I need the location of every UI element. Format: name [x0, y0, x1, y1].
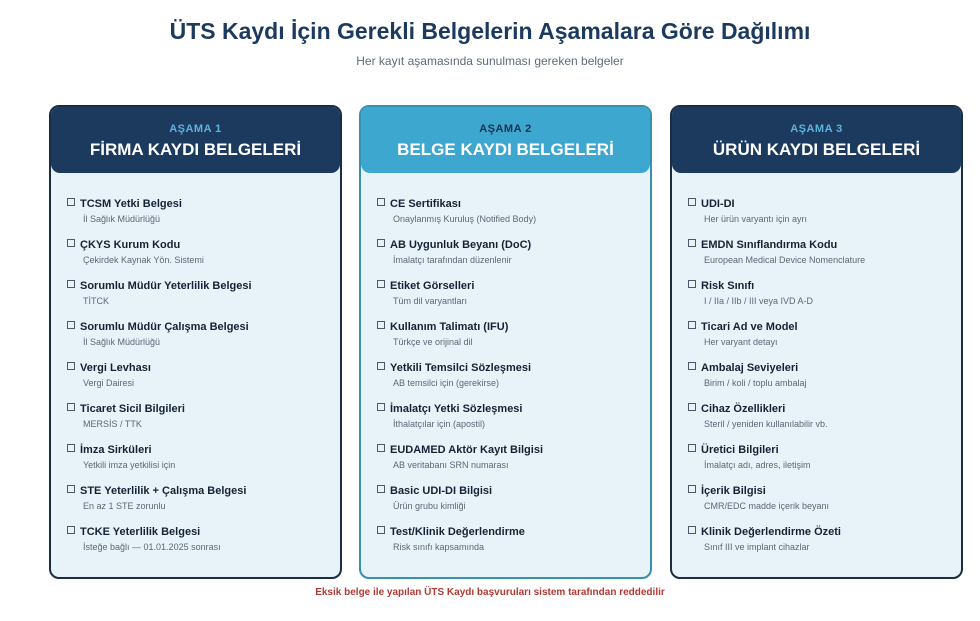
document-item	[672, 197, 961, 238]
stage-2-header	[361, 107, 650, 173]
document-item	[51, 402, 340, 443]
stage-1-panel	[49, 105, 342, 579]
stage-2-document-list	[361, 173, 650, 566]
document-source: Çekirdek Kaynak Yön. Sistemi	[83, 255, 204, 265]
document-item	[361, 238, 650, 279]
document-title-text: TCSM Yetki Belgesi	[80, 198, 182, 210]
document-title-text: Üretici Bilgileri	[701, 444, 779, 456]
document-title	[688, 197, 961, 211]
checkbox-icon	[688, 362, 696, 370]
document-source: Tüm dil varyantları	[393, 296, 468, 306]
checkbox-icon	[67, 198, 75, 206]
document-title	[688, 443, 961, 457]
stage-3-title: ÜRÜN KAYDI BELGELERİ	[712, 140, 921, 159]
document-title	[67, 197, 340, 211]
checkbox-icon	[377, 526, 385, 534]
document-title-text: Cihaz Özellikleri	[701, 403, 786, 415]
checkbox-icon	[688, 444, 696, 452]
document-source: Birim / koli / toplu ambalaj	[704, 378, 807, 388]
document-item	[361, 320, 650, 361]
checkbox-icon	[688, 485, 696, 493]
checkbox-icon	[67, 403, 75, 411]
document-title	[67, 279, 340, 293]
document-title-text: Sorumlu Müdür Yeterlilik Belgesi	[80, 280, 252, 292]
document-source: Türkçe ve orijinal dil	[393, 337, 473, 347]
checkbox-icon	[688, 280, 696, 288]
document-source: Her ürün varyantı için ayrı	[704, 214, 808, 224]
document-title	[377, 320, 650, 334]
document-item	[672, 402, 961, 443]
document-title-text: Basic UDI-DI Bilgisi	[390, 485, 493, 497]
checkbox-icon	[377, 403, 385, 411]
stage-3-header	[672, 107, 961, 173]
checkbox-icon	[688, 526, 696, 534]
document-item	[51, 361, 340, 402]
document-title-text: İmalatçı Yetki Sözleşmesi	[390, 403, 523, 415]
document-item	[51, 525, 340, 566]
document-title	[67, 484, 340, 498]
document-source: Vergi Dairesi	[83, 378, 135, 388]
checkbox-icon	[377, 321, 385, 329]
document-source: Ürün grubu kimliği	[393, 501, 466, 511]
document-title	[67, 443, 340, 457]
document-source: İthalatçılar için (apostil)	[393, 419, 486, 429]
stage-3-document-list	[672, 173, 961, 566]
document-title-text: Risk Sınıfı	[701, 280, 755, 292]
stage-2-panel	[359, 105, 652, 579]
document-title	[377, 361, 650, 375]
checkbox-icon	[688, 403, 696, 411]
document-title	[688, 484, 961, 498]
checkbox-icon	[67, 444, 75, 452]
checkbox-icon	[67, 321, 75, 329]
document-title-text: Kullanım Talimatı (IFU)	[390, 321, 509, 333]
stage-3-label: AŞAMA 3	[790, 123, 843, 135]
document-item	[361, 443, 650, 484]
document-source: European Medical Device Nomenclature	[704, 255, 866, 265]
document-source: Steril / yeniden kullanılabilir vb.	[704, 419, 828, 429]
checkbox-icon	[377, 239, 385, 247]
stage-1-label: AŞAMA 1	[169, 123, 222, 135]
stage-2-label: AŞAMA 2	[479, 123, 532, 135]
document-title-text: Ticari Ad ve Model	[701, 321, 798, 333]
document-title	[688, 238, 961, 252]
document-item	[51, 279, 340, 320]
document-title	[67, 402, 340, 416]
document-title-text: Vergi Levhası	[80, 362, 151, 374]
checkbox-icon	[67, 526, 75, 534]
document-source: Sınıf III ve implant cihazlar	[704, 542, 810, 552]
document-item	[51, 443, 340, 484]
stage-1-title: FİRMA KAYDI BELGELERİ	[89, 140, 302, 159]
document-title-text: UDI-DI	[701, 198, 735, 210]
document-source: Yetkili imza yetkilisi için	[83, 460, 176, 470]
page-subtitle: Her kayıt aşamasında sunulması gereken belgeler	[356, 54, 624, 68]
document-title	[688, 525, 961, 539]
document-title	[688, 320, 961, 334]
checkbox-icon	[377, 198, 385, 206]
checkbox-icon	[67, 362, 75, 370]
document-title	[377, 402, 650, 416]
document-source: İmalatçı adı, adres, iletişim	[704, 460, 811, 470]
document-title	[377, 279, 650, 293]
document-title-text: STE Yeterlilik + Çalışma Belgesi	[80, 485, 247, 497]
document-title	[67, 238, 340, 252]
document-source: İsteğe bağlı — 01.01.2025 sonrası	[83, 542, 221, 552]
document-title	[688, 361, 961, 375]
document-item	[672, 525, 961, 566]
checkbox-icon	[67, 239, 75, 247]
document-source: İl Sağlık Müdürlüğü	[83, 214, 161, 224]
stage-2-title: BELGE KAYDI BELGELERİ	[397, 140, 614, 159]
checkbox-icon	[377, 280, 385, 288]
document-source: İmalatçı tarafından düzenlenir	[393, 255, 512, 265]
document-source: Her varyant detayı	[704, 337, 778, 347]
document-title-text: AB Uygunluk Beyanı (DoC)	[390, 239, 532, 251]
document-title	[688, 402, 961, 416]
document-item	[672, 279, 961, 320]
document-title-text: İmza Sirküleri	[80, 444, 152, 456]
checkbox-icon	[377, 444, 385, 452]
stage-1-header	[51, 107, 340, 173]
checkbox-icon	[377, 362, 385, 370]
document-item	[672, 443, 961, 484]
document-item	[51, 238, 340, 279]
document-item	[51, 197, 340, 238]
document-item	[672, 361, 961, 402]
document-source: AB temsilci için (gerekirse)	[393, 378, 500, 388]
stage-1-document-list	[51, 173, 340, 566]
document-item	[361, 361, 650, 402]
document-source: Onaylanmış Kuruluş (Notified Body)	[393, 214, 537, 224]
checkbox-icon	[377, 485, 385, 493]
document-item	[51, 484, 340, 525]
document-source: Risk sınıfı kapsamında	[393, 542, 485, 552]
document-item	[361, 279, 650, 320]
document-item	[361, 197, 650, 238]
document-source: TİTCK	[83, 296, 109, 306]
stage-3-panel	[670, 105, 963, 579]
document-title-text: Klinik Değerlendirme Özeti	[701, 526, 841, 538]
document-item	[361, 402, 650, 443]
document-title	[67, 525, 340, 539]
document-title-text: Ticaret Sicil Bilgileri	[80, 403, 185, 415]
document-source: MERSİS / TTK	[83, 419, 142, 429]
document-title	[377, 197, 650, 211]
document-item	[361, 525, 650, 566]
document-title	[67, 361, 340, 375]
document-source: İl Sağlık Müdürlüğü	[83, 337, 161, 347]
document-title-text: Yetkili Temsilci Sözleşmesi	[390, 362, 532, 374]
document-source: CMR/EDC madde içerik beyanı	[704, 501, 830, 511]
document-title	[377, 525, 650, 539]
document-title-text: Sorumlu Müdür Çalışma Belgesi	[80, 321, 249, 333]
document-title-text: EMDN Sınıflandırma Kodu	[701, 239, 838, 251]
checkbox-icon	[67, 280, 75, 288]
document-item	[51, 320, 340, 361]
document-title	[67, 320, 340, 334]
document-title	[377, 443, 650, 457]
document-title-text: TCKE Yeterlilik Belgesi	[80, 526, 201, 538]
document-title-text: EUDAMED Aktör Kayıt Bilgisi	[390, 444, 544, 456]
checkbox-icon	[688, 198, 696, 206]
document-source: I / IIa / IIb / III veya IVD A-D	[704, 296, 814, 306]
document-title-text: CE Sertifikası	[390, 198, 461, 210]
page-title: ÜTS Kaydı İçin Gerekli Belgelerin Aşamalara Göre Dağılımı	[169, 18, 811, 44]
document-title	[688, 279, 961, 293]
document-item	[361, 484, 650, 525]
document-title-text: Ambalaj Seviyeleri	[701, 362, 799, 374]
document-source: AB veritabanı SRN numarası	[393, 460, 509, 470]
checkbox-icon	[688, 321, 696, 329]
document-title-text: ÇKYS Kurum Kodu	[80, 239, 181, 251]
document-title-text: Etiket Görselleri	[390, 280, 475, 292]
rejection-warning: Eksik belge ile yapılan ÜTS Kaydı başvuruları sistem tarafından reddedilir	[315, 587, 665, 598]
document-source: En az 1 STE zorunlu	[83, 501, 166, 511]
document-title	[377, 484, 650, 498]
document-item	[672, 484, 961, 525]
checkbox-icon	[688, 239, 696, 247]
checkbox-icon	[67, 485, 75, 493]
document-title	[377, 238, 650, 252]
document-item	[672, 320, 961, 361]
document-title-text: Test/Klinik Değerlendirme	[390, 526, 525, 538]
document-item	[672, 238, 961, 279]
document-title-text: İçerik Bilgisi	[701, 485, 766, 497]
